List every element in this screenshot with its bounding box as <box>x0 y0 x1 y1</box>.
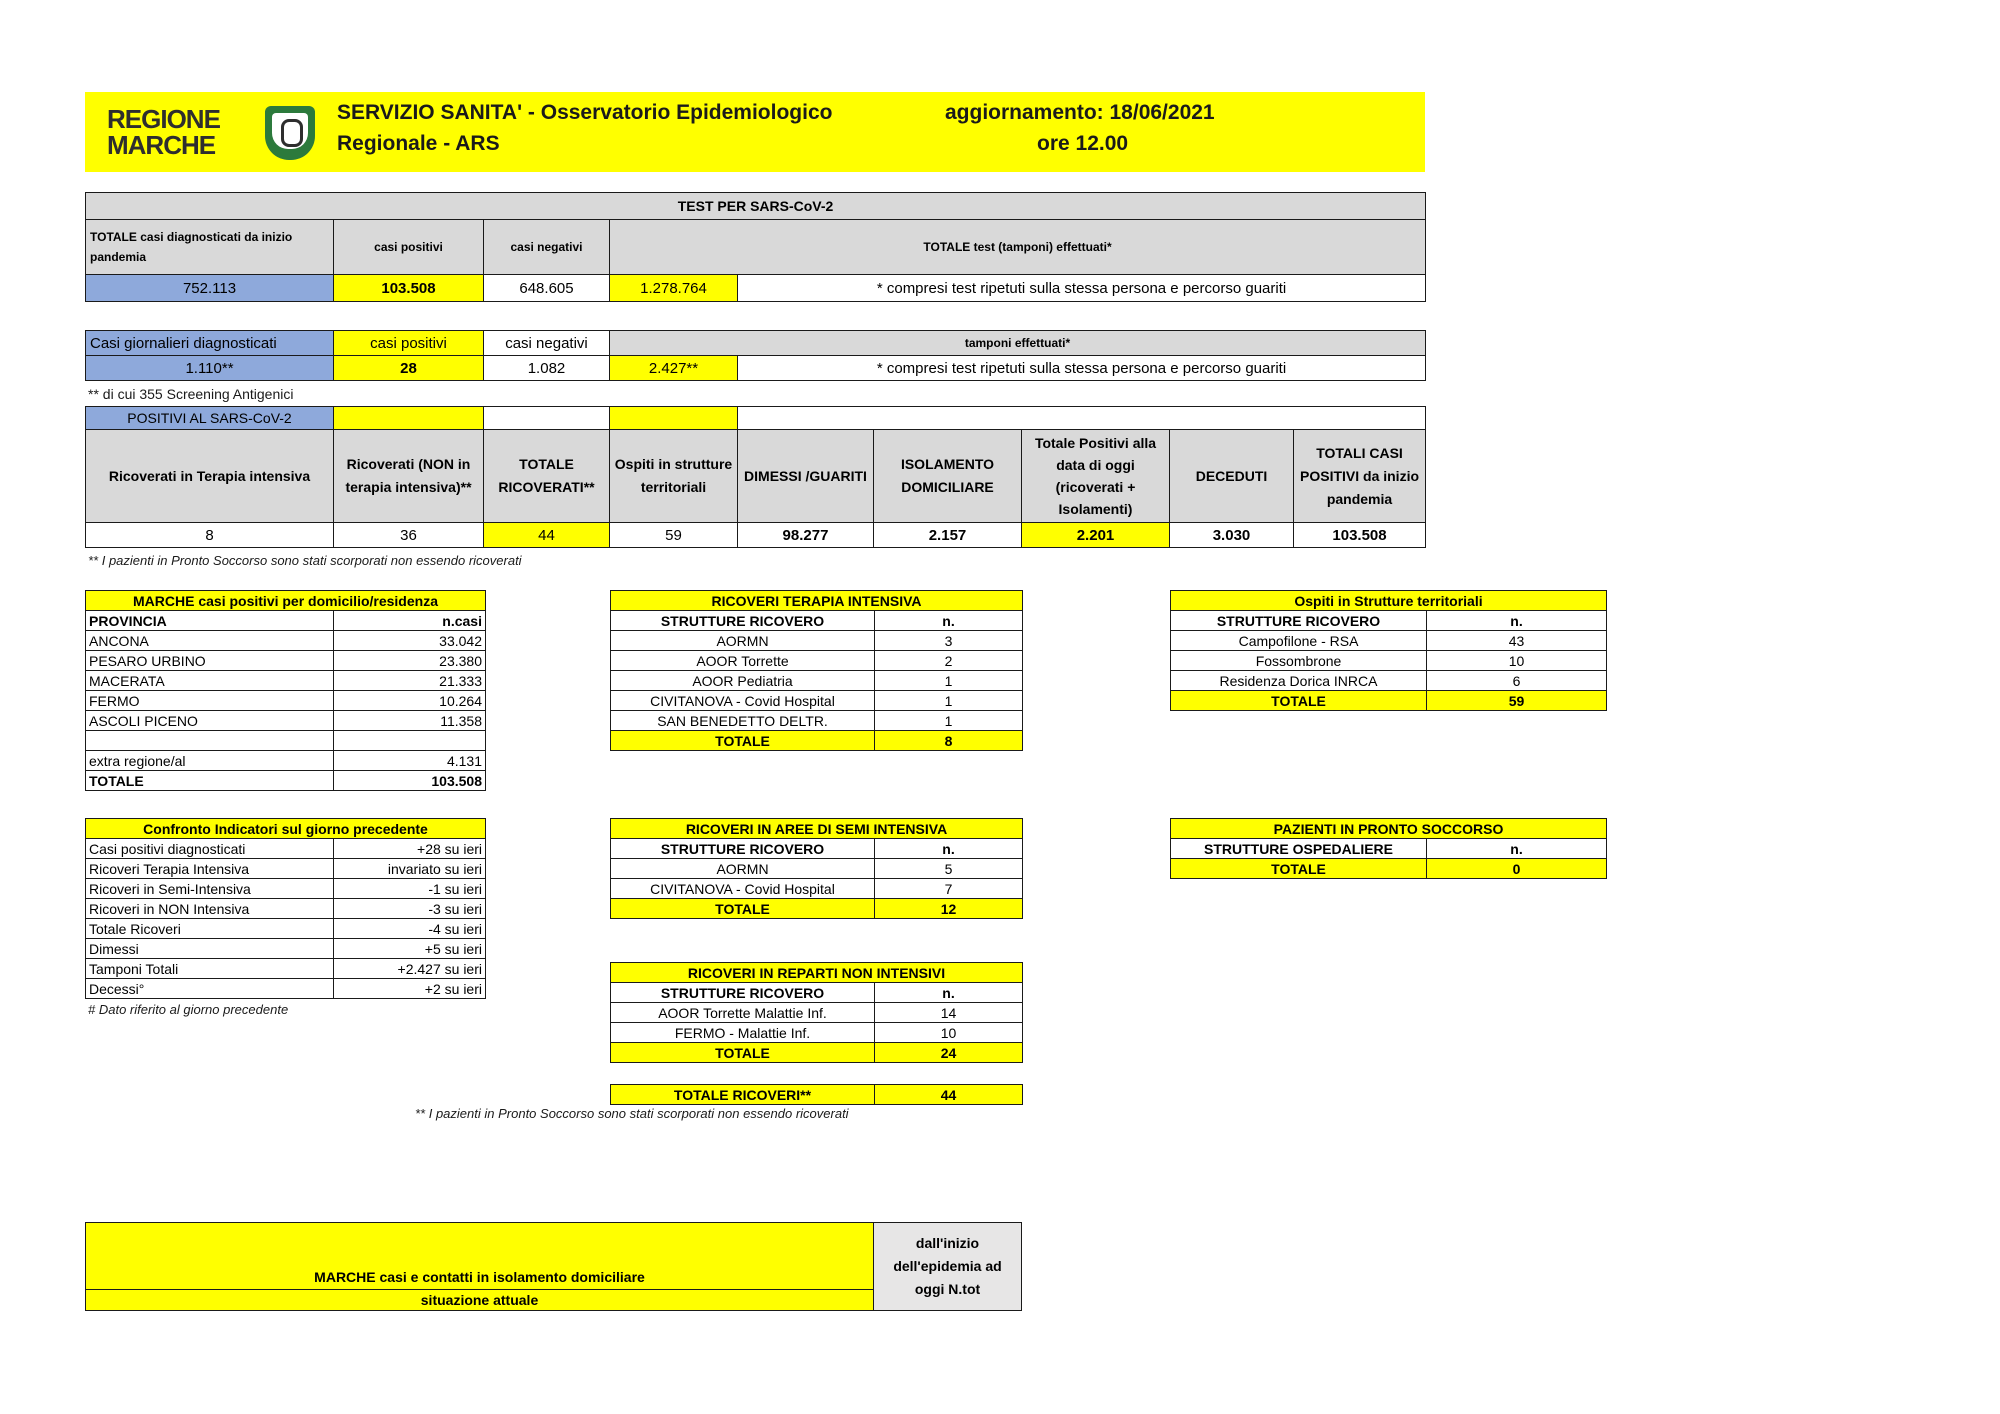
positives-top-cell <box>738 407 1426 430</box>
icu-struct: CIVITANOVA - Covid Hospital <box>611 691 875 711</box>
positives-footnote: ** I pazienti in Pronto Soccorso sono stati scorporati non essendo ricoverati <box>88 553 522 568</box>
territorial-title: Ospiti in Strutture territoriali <box>1171 591 1607 611</box>
compare-indicator: Ricoveri Terapia Intensiva <box>86 859 334 879</box>
compare-indicator: Ricoveri in NON Intensiva <box>86 899 334 919</box>
territorial-value: 10 <box>1427 651 1607 671</box>
province-name: ANCONA <box>86 631 334 651</box>
compare-indicator: Totale Ricoveri <box>86 919 334 939</box>
icu-value: 3 <box>875 631 1023 651</box>
update-date: aggiornamento: 18/06/2021 <box>945 101 1215 124</box>
hdr-home-isolation: ISOLAMENTO DOMICILIARE <box>874 430 1022 523</box>
daily-total-value: 1.110** <box>86 356 334 381</box>
province-value: 21.333 <box>334 671 486 691</box>
icu-col-struct: STRUTTURE RICOVERO <box>611 611 875 631</box>
negative-value: 648.605 <box>484 275 610 302</box>
compare-value: invariato su ieri <box>334 859 486 879</box>
positive-value: 103.508 <box>334 275 484 302</box>
total-hosp-table <box>610 1084 1023 1105</box>
tests-table <box>85 192 1426 302</box>
isolation-subtitle: situazione attuale <box>86 1290 874 1311</box>
nonint-total-label: TOTALE <box>611 1043 875 1063</box>
col-province: PROVINCIA <box>86 611 334 631</box>
province-value: 4.131 <box>334 751 486 771</box>
province-name: PESARO URBINO <box>86 651 334 671</box>
province-name: ASCOLI PICENO <box>86 711 334 731</box>
daily-swabs-value: 2.427** <box>610 356 738 381</box>
territorial-col-struct: STRUTTURE RICOVERO <box>1171 611 1427 631</box>
er-table <box>1170 818 1607 879</box>
icu-struct: AORMN <box>611 631 875 651</box>
icu-title: RICOVERI TERAPIA INTENSIVA <box>611 591 1023 611</box>
province-title: MARCHE casi positivi per domicilio/residenza <box>86 591 486 611</box>
nonint-total-value: 24 <box>875 1043 1023 1063</box>
update-time: ore 12.00 <box>1037 132 1129 155</box>
territorial-table <box>1170 590 1607 711</box>
icu-total-value: 8 <box>875 731 1023 751</box>
semi-struct: CIVITANOVA - Covid Hospital <box>611 879 875 899</box>
compare-indicator: Dimessi <box>86 939 334 959</box>
compare-table <box>85 818 486 999</box>
hdr-total-positive-since-start: TOTALI CASI POSITIVI da inizio pandemia <box>1294 430 1426 523</box>
total-hosp-footnote: ** I pazienti in Pronto Soccorso sono stati scorporati non essendo ricoverati <box>415 1106 849 1121</box>
icu-value: 1 <box>875 691 1023 711</box>
territorial-struct: Campofilone - RSA <box>1171 631 1427 651</box>
compare-indicator: Decessi° <box>86 979 334 999</box>
icu-total-label: TOTALE <box>611 731 875 751</box>
col-cases: n.casi <box>334 611 486 631</box>
positives-top-cell <box>334 407 484 430</box>
hdr-total-hosp: TOTALE RICOVERATI** <box>484 430 610 523</box>
compare-value: +28 su ieri <box>334 839 486 859</box>
semi-intensive-table <box>610 818 1023 919</box>
total-hosp-label: TOTALE RICOVERI** <box>611 1085 875 1105</box>
daily-negative-value: 1.082 <box>484 356 610 381</box>
compare-value: +5 su ieri <box>334 939 486 959</box>
col-positive: casi positivi <box>334 220 484 275</box>
header-title-line2: Regionale - ARS <box>337 132 500 155</box>
er-col-struct: STRUTTURE OSPEDALIERE <box>1171 839 1427 859</box>
nonint-value: 14 <box>875 1003 1023 1023</box>
logo-line1: REGIONE <box>107 104 220 134</box>
total-tests-value: 1.278.764 <box>610 275 738 302</box>
compare-value: -4 su ieri <box>334 919 486 939</box>
semi-value: 5 <box>875 859 1023 879</box>
compare-value: +2 su ieri <box>334 979 486 999</box>
isolation-right-header: dall'inizio dell'epidemia ad oggi N.tot <box>874 1223 1022 1311</box>
compare-value: +2.427 su ieri <box>334 959 486 979</box>
province-value: 11.358 <box>334 711 486 731</box>
territorial-struct: Residenza Dorica INRCA <box>1171 671 1427 691</box>
regione-emblem-icon <box>265 106 315 160</box>
val-discharged: 98.277 <box>738 523 874 548</box>
hdr-territorial: Ospiti in strutture territoriali <box>610 430 738 523</box>
compare-value: -1 su ieri <box>334 879 486 899</box>
header-title-line1: SERVIZIO SANITA' - Osservatorio Epidemiologico <box>337 101 833 124</box>
province-value: 23.380 <box>334 651 486 671</box>
val-non-icu: 36 <box>334 523 484 548</box>
tests-note: * compresi test ripetuti sulla stessa persona e percorso guariti <box>738 275 1426 302</box>
val-total-positive-today: 2.201 <box>1022 523 1170 548</box>
province-name <box>86 731 334 751</box>
positives-top-cell <box>484 407 610 430</box>
icu-value: 1 <box>875 671 1023 691</box>
province-total-value: 103.508 <box>334 771 486 791</box>
province-name: extra regione/al <box>86 751 334 771</box>
territorial-total-value: 59 <box>1427 691 1607 711</box>
hdr-total-positive-today: Totale Positivi alla data di oggi (ricoverati + Isolamenti) <box>1022 430 1170 523</box>
daily-label: Casi giornalieri diagnosticati <box>86 331 334 356</box>
val-total-hosp: 44 <box>484 523 610 548</box>
nonint-struct: AOOR Torrette Malattie Inf. <box>611 1003 875 1023</box>
regione-marche-logo <box>107 102 322 162</box>
semi-total-value: 12 <box>875 899 1023 919</box>
icu-col-n: n. <box>875 611 1023 631</box>
hdr-discharged: DIMESSI /GUARITI <box>738 430 874 523</box>
daily-note: * compresi test ripetuti sulla stessa persona e percorso guariti <box>738 356 1426 381</box>
total-cases-value: 752.113 <box>86 275 334 302</box>
daily-col-swabs: tamponi effettuati* <box>610 331 1426 356</box>
territorial-total-label: TOTALE <box>1171 691 1427 711</box>
logo-line2: MARCHE <box>107 130 216 160</box>
col-total-cases: TOTALE casi diagnosticati da inizio pandemia <box>86 220 334 275</box>
hdr-deceased: DECEDUTI <box>1170 430 1294 523</box>
province-value: 33.042 <box>334 631 486 651</box>
daily-table <box>85 330 1426 381</box>
total-hosp-value: 44 <box>875 1085 1023 1105</box>
hdr-non-icu: Ricoverati (NON in terapia intensiva)** <box>334 430 484 523</box>
compare-footnote: # Dato riferito al giorno precedente <box>88 1002 289 1017</box>
nonint-col-struct: STRUTTURE RICOVERO <box>611 983 875 1003</box>
val-home-isolation: 2.157 <box>874 523 1022 548</box>
territorial-value: 43 <box>1427 631 1607 651</box>
positives-table <box>85 406 1426 548</box>
territorial-value: 6 <box>1427 671 1607 691</box>
icu-value: 1 <box>875 711 1023 731</box>
compare-title: Confronto Indicatori sul giorno precedente <box>86 819 486 839</box>
icu-struct: AOOR Pediatria <box>611 671 875 691</box>
province-name: MACERATA <box>86 671 334 691</box>
col-negative: casi negativi <box>484 220 610 275</box>
isolation-title: MARCHE casi e contatti in isolamento domiciliare <box>86 1223 874 1290</box>
semi-value: 7 <box>875 879 1023 899</box>
semi-title: RICOVERI IN AREE DI SEMI INTENSIVA <box>611 819 1023 839</box>
val-deceased: 3.030 <box>1170 523 1294 548</box>
province-name: FERMO <box>86 691 334 711</box>
semi-total-label: TOTALE <box>611 899 875 919</box>
positives-title: POSITIVI AL SARS-CoV-2 <box>86 407 334 430</box>
daily-col-positive: casi positivi <box>334 331 484 356</box>
icu-value: 2 <box>875 651 1023 671</box>
compare-value: -3 su ieri <box>334 899 486 919</box>
non-intensive-table <box>610 962 1023 1063</box>
province-table <box>85 590 486 791</box>
semi-struct: AORMN <box>611 859 875 879</box>
er-total-value: 0 <box>1427 859 1607 879</box>
val-territorial: 59 <box>610 523 738 548</box>
territorial-col-n: n. <box>1427 611 1607 631</box>
er-title: PAZIENTI IN PRONTO SOCCORSO <box>1171 819 1607 839</box>
semi-col-struct: STRUTTURE RICOVERO <box>611 839 875 859</box>
isolation-table <box>85 1222 1022 1311</box>
compare-indicator: Tamponi Totali <box>86 959 334 979</box>
hdr-icu: Ricoverati in Terapia intensiva <box>86 430 334 523</box>
icu-struct: AOOR Torrette <box>611 651 875 671</box>
compare-indicator: Casi positivi diagnosticati <box>86 839 334 859</box>
province-value: 10.264 <box>334 691 486 711</box>
positives-top-cell <box>610 407 738 430</box>
nonint-struct: FERMO - Malattie Inf. <box>611 1023 875 1043</box>
compare-indicator: Ricoveri in Semi-Intensiva <box>86 879 334 899</box>
nonint-title: RICOVERI IN REPARTI NON INTENSIVI <box>611 963 1023 983</box>
icu-table <box>610 590 1023 751</box>
er-total-label: TOTALE <box>1171 859 1427 879</box>
territorial-struct: Fossombrone <box>1171 651 1427 671</box>
province-value <box>334 731 486 751</box>
report-header <box>85 92 1425 172</box>
daily-col-negative: casi negativi <box>484 331 610 356</box>
er-col-n: n. <box>1427 839 1607 859</box>
semi-col-n: n. <box>875 839 1023 859</box>
icu-struct: SAN BENEDETTO DELTR. <box>611 711 875 731</box>
nonint-value: 10 <box>875 1023 1023 1043</box>
val-icu: 8 <box>86 523 334 548</box>
daily-footnote: ** di cui 355 Screening Antigenici <box>88 386 294 402</box>
province-total-label: TOTALE <box>86 771 334 791</box>
tests-title: TEST PER SARS-CoV-2 <box>86 193 1426 220</box>
nonint-col-n: n. <box>875 983 1023 1003</box>
col-total-tests: TOTALE test (tamponi) effettuati* <box>610 220 1426 275</box>
val-total-positive-since-start: 103.508 <box>1294 523 1426 548</box>
daily-positive-value: 28 <box>334 356 484 381</box>
